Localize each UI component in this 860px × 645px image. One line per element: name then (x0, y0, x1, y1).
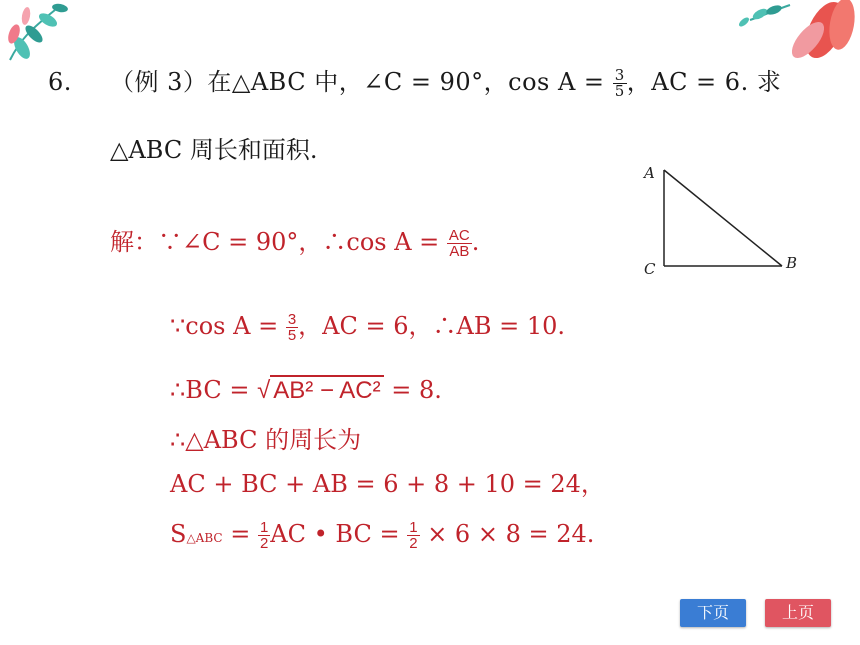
solution-prefix: 解： (110, 228, 158, 256)
solution-step-1: 解：∵∠C = 90°，∴cos A = $\frac{AC}{AB}$ . (110, 227, 480, 260)
problem-text-part2: ，AC = 6. 求 (626, 68, 782, 96)
fraction-three-fifths: $\frac{3}{5}$ (614, 66, 625, 100)
square-root-expression: √ AB² − AC² (257, 377, 384, 405)
fraction-one-half-2: $\frac{1}{2}$ (409, 519, 418, 552)
problem-statement-line2: △ABC 周长和面积. (110, 136, 318, 164)
solution-step-2: ∵cos A = $\frac{3}{5}$ ，AC = 6，∴AB = 10. (170, 311, 565, 344)
solution-step-4: ∴△ABC 的周长为 (170, 426, 362, 454)
fraction-ac-over-ab: $\frac{AC}{AB}$ (448, 227, 470, 260)
fraction-one-half-1: $\frac{1}{2}$ (259, 519, 269, 552)
previous-page-button[interactable]: 上页 (765, 599, 831, 627)
area-subscript: △ABC (186, 531, 223, 545)
vertex-label-c: C (644, 260, 656, 278)
solution-step-5: AC + BC + AB = 6 + 8 + 10 = 24， (170, 470, 605, 498)
problem-text-part1: （例 3）在△ABC 中，∠C = 90°，cos A = (110, 68, 613, 96)
right-triangle-figure (636, 162, 806, 280)
fraction-three-fifths-solution: $\frac{3}{5}$ (287, 311, 297, 344)
problem-number: 6. (48, 68, 72, 96)
solution-step-3: ∴BC = √ AB² − AC² = 8. (170, 376, 442, 404)
vertex-label-a: A (644, 164, 655, 182)
solution-step-6: S△ABC = $\frac{1}{2}$ AC • BC = $\frac{1}{2}$ × 6 × 8 = 24. (170, 519, 595, 552)
vertex-label-b: B (786, 254, 798, 272)
next-page-button[interactable]: 下页 (680, 599, 746, 627)
problem-statement (48, 62, 781, 99)
